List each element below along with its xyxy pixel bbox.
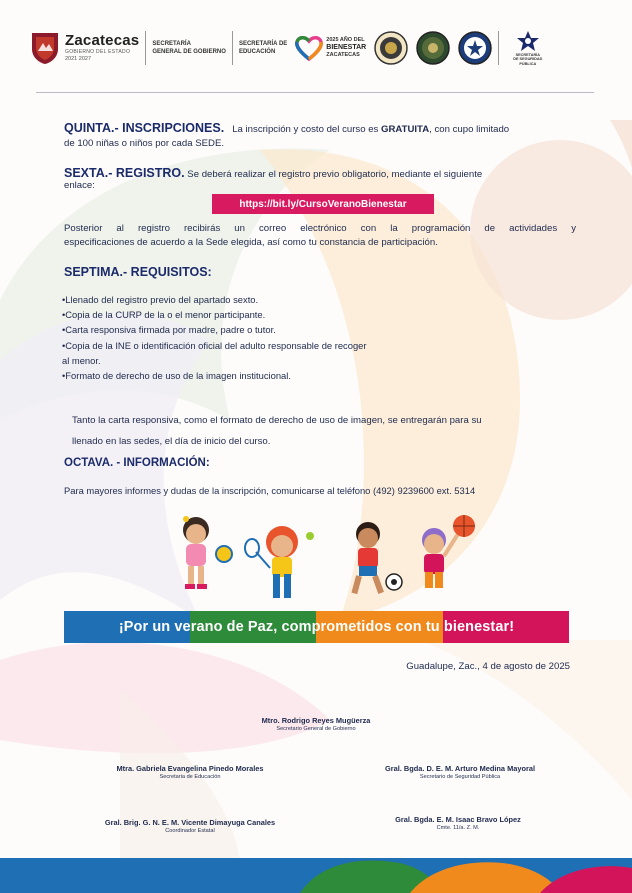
signature-name: Gral. Bgda. D. E. M. Arturo Medina Mayoral <box>384 764 536 773</box>
octava-text: Para mayores informes y dudas de la inscripción, comunicarse al teléfono (492) 9239600 ext. 5314 <box>64 485 476 496</box>
document-date: Guadalupe, Zac., 4 de agosto de 2025 <box>406 661 570 672</box>
secretaria-educacion-label <box>239 40 287 56</box>
quinta-heading: QUINTA.- INSCRIPCIONES. <box>64 121 225 135</box>
footer-stripe <box>0 858 632 893</box>
signature-block <box>360 764 560 780</box>
requirements-list <box>62 292 452 383</box>
signature-role: Coordinador Estatal <box>165 828 215 834</box>
section-quinta <box>64 121 584 151</box>
signature-name: Gral. Brig. G. N. E. M. Vicente Dimayuga Canales <box>104 818 276 827</box>
secretaria-educacion-line1: SECRETARÍA DE <box>238 40 288 47</box>
sexta-text: Se deberá realizar el registro previo obligatorio, mediante el siguiente <box>187 169 483 180</box>
sexta-line2: enlace: <box>64 180 95 191</box>
registration-link[interactable]: https://bit.ly/CursoVeranoBienestar <box>212 194 434 214</box>
seguridad-line3: PÚBLICA <box>519 61 537 66</box>
sexta-posterior-line2: especificaciones de acuerdo a la Sede elegida, así como tu constancia de participación. <box>64 237 438 248</box>
section-sexta <box>64 166 584 193</box>
seguridad-line1: SECRETARÍA <box>515 53 540 58</box>
header-divider <box>232 31 233 65</box>
quinta-text-before: La inscripción y costo del curso es <box>232 124 379 135</box>
kid-boy-icon <box>245 526 314 598</box>
sedena-seal-icon <box>374 31 408 65</box>
bienestar-line1: 2025 AÑO DEL <box>326 37 365 44</box>
signature-block <box>90 764 290 780</box>
signature-name: Gral. Bgda. E. M. Isaac Bravo López <box>395 815 521 824</box>
list-item: •Copia de la INE o identificación oficial del adulto responsable de recoger <box>62 339 367 351</box>
quinta-line2: de 100 niñas o niños por cada SEDE. <box>64 138 225 149</box>
note-line1: Tanto la carta responsiva, como el formato de derecho de uso de imagen, se entregarán para su <box>72 415 482 426</box>
police-seal-icon <box>458 31 492 65</box>
sexta-heading: SEXTA.- REGISTRO. <box>64 166 185 180</box>
volleyball-icon <box>216 546 232 562</box>
seguridad-logo <box>513 30 542 66</box>
bienestar-line2: BIENESTAR <box>326 43 367 51</box>
header <box>30 26 602 70</box>
zacatecas-logo <box>30 31 139 65</box>
star-badge-icon <box>516 30 540 52</box>
bienestar-logo <box>295 35 366 61</box>
signature-block <box>216 716 416 732</box>
octava-heading <box>64 456 210 471</box>
state-name: Zacatecas <box>65 32 140 50</box>
signature-role: Secretaria de Educación <box>159 774 221 780</box>
header-divider <box>145 31 146 65</box>
signature-name: Mtra. Gabriela Evangelina Pinedo Morales <box>116 764 264 773</box>
signature-role: Secretario de Seguridad Pública <box>419 774 501 780</box>
note-line2: llenado en las sedes, el día de inicio del curso. <box>72 436 271 447</box>
sexta-posterior-line1: Posterior al registro recibirás un correo electrónico con la programación de actividades y <box>64 223 576 234</box>
list-item: •Copia de la CURP de la o el menor participante. <box>62 309 266 321</box>
quinta-text-after: , con cupo limitado <box>429 124 510 135</box>
secretaria-educacion-line2: EDUCACIÓN <box>238 49 276 55</box>
state-years: 2021 2027 <box>65 56 91 63</box>
note <box>72 410 587 452</box>
septima-heading-text: SEPTIMA.- REQUISITOS: <box>64 265 212 279</box>
secretaria-gobierno-label <box>152 40 226 56</box>
kid-girl-icon <box>183 516 209 589</box>
quinta-bold-word: GRATUITA <box>381 124 430 135</box>
kid-basketball-icon <box>422 515 475 588</box>
secretaria-gobierno-line1: SECRETARÍA <box>152 40 191 47</box>
list-item: •Carta responsiva firmada por madre, padre o tutor. <box>62 324 276 336</box>
heart-icon <box>295 35 323 61</box>
seguridad-line2: DE SEGURIDAD <box>513 57 543 62</box>
kid-soccer-icon <box>351 522 402 594</box>
signature-role: Cmte. 11/a. Z. M. <box>436 825 480 831</box>
header-divider <box>498 31 499 65</box>
slogan-text: ¡Por un verano de Paz, comprometidos con tu bienestar! <box>118 619 515 635</box>
bienestar-line3: ZACATECAS <box>326 52 360 59</box>
header-rule <box>36 92 594 93</box>
signature-block <box>358 815 558 831</box>
signature-name: Mtro. Rodrigo Reyes Mugüerza <box>261 716 371 725</box>
signature-block <box>80 818 300 834</box>
kids-illustration <box>172 512 482 604</box>
list-item: •Formato de derecho de uso de la imagen institucional. <box>62 370 291 382</box>
list-item: al menor. <box>62 354 101 366</box>
guard-seal-icon <box>416 31 450 65</box>
list-item: •Llenado del registro previo del apartado sexto. <box>62 294 259 305</box>
shield-icon <box>30 31 60 65</box>
state-subtitle: GOBIERNO DEL ESTADO <box>65 49 131 56</box>
signature-role: Secretario General de Gobierno <box>276 726 356 732</box>
secretaria-gobierno-line2: GENERAL DE GOBIERNO <box>152 49 226 55</box>
septima-heading <box>64 265 212 281</box>
octava-heading-text: OCTAVA. - INFORMACIÓN: <box>64 457 210 469</box>
